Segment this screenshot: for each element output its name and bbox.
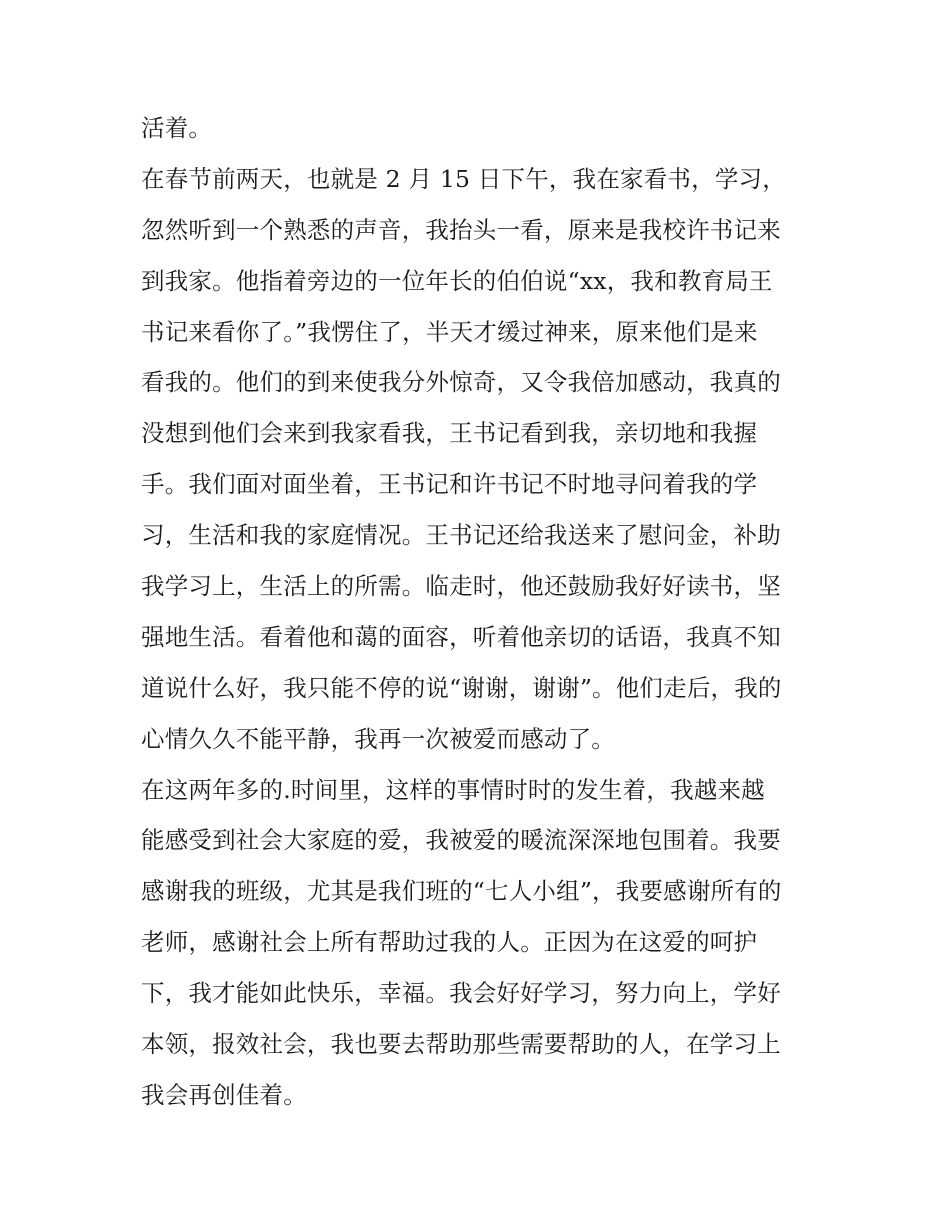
- text-line: 下，我才能如此快乐，幸福。我会好好学习，努力向上，学好: [141, 979, 781, 1008]
- text-line: 心情久久不能平静，我再一次被爱而感动了。: [141, 724, 615, 753]
- text-line: 没想到他们会来到我家看我，王书记看到我，亲切地和我握: [141, 419, 758, 448]
- text-line: 感谢我的班级，尤其是我们班的“七人小组”，我要感谢所有的: [141, 877, 782, 906]
- text-line: 忽然听到一个熟悉的声音，我抬头一看，原来是我校许书记来: [141, 215, 781, 244]
- text-line: 手。我们面对面坐着，王书记和许书记不时地寻问着我的学: [141, 470, 758, 499]
- text-line: 强地生活。看着他和蔼的面容，听着他亲切的话语，我真不知: [141, 622, 781, 651]
- text-line: 本领，报效社会，我也要去帮助那些需要帮助的人，在学习上: [141, 1030, 781, 1059]
- text-line: 到我家。他指着旁边的一位年长的伯伯说“xx，我和教育局王: [141, 266, 773, 295]
- text-line: 习，生活和我的家庭情况。王书记还给我送来了慰问金，补助: [141, 521, 781, 550]
- text-line: 活着。: [141, 114, 213, 142]
- text-line: 在这两年多的.时间里，这样的事情时时的发生着，我越来越: [141, 775, 765, 804]
- text-line: 我会再创佳着。: [141, 1080, 307, 1109]
- text-line: 老师，感谢社会上所有帮助过我的人。正因为在这爱的呵护: [141, 928, 758, 957]
- text-line: 书记来看你了。”我愣住了，半天才缓过神来，原来他们是来: [141, 317, 758, 346]
- text-line: 看我的。他们的到来使我分外惊奇，又令我倍加感动，我真的: [141, 368, 781, 397]
- text-line: 道说什么好，我只能不停的说“谢谢，谢谢”。他们走后，我的: [141, 673, 782, 702]
- document-body: [141, 103, 821, 1121]
- text-line: 能感受到社会大家庭的爱，我被爱的暖流深深地包围着。我要: [141, 826, 781, 855]
- text-line: 在春节前两天，也就是 2 月 15 日下午，我在家看书，学习，: [141, 164, 786, 193]
- text-line: 我学习上，生活上的所需。临走时，他还鼓励我好好读书，坚: [141, 572, 781, 601]
